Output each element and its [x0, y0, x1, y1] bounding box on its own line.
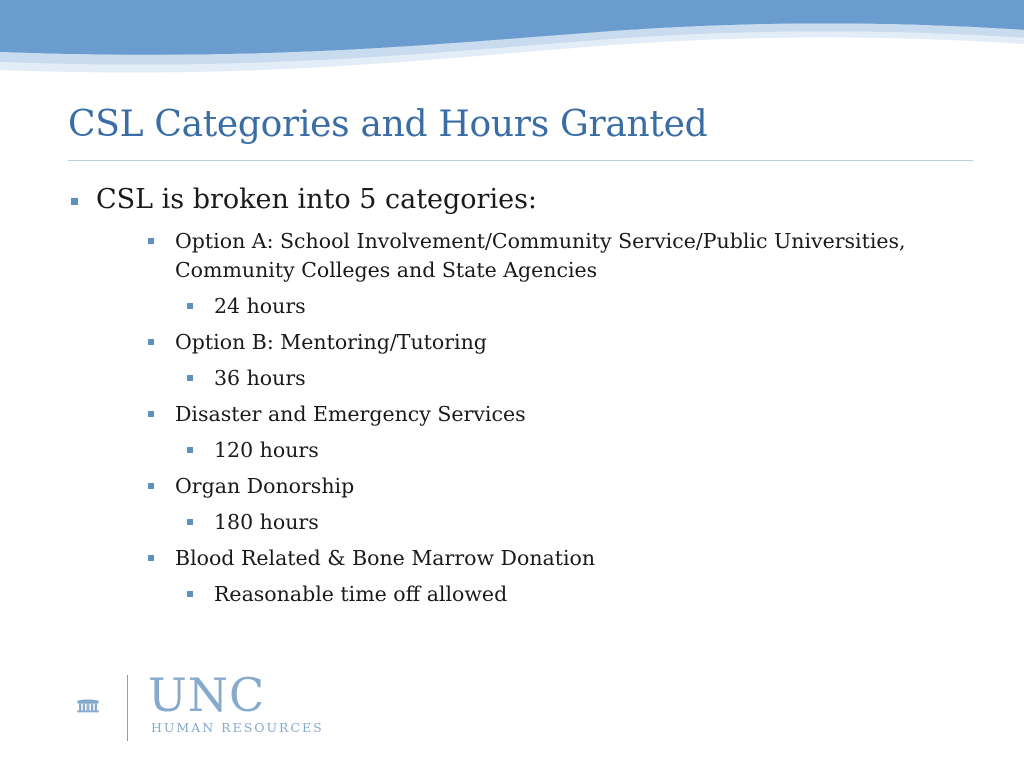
category-hours	[187, 436, 968, 465]
category-hours-text: Reasonable time off allowed	[214, 582, 508, 606]
logo-divider	[127, 675, 128, 741]
bullet-square-icon	[148, 411, 154, 417]
title-divider	[68, 160, 973, 161]
category-item	[148, 472, 968, 501]
category-hours-text: 36 hours	[214, 366, 306, 390]
top-bullet-text: CSL is broken into 5 categories:	[96, 184, 538, 215]
category-hours-text: 24 hours	[214, 294, 306, 318]
category-label: Organ Donorship	[175, 474, 355, 498]
category-item	[148, 400, 968, 429]
bullet-square-icon	[187, 591, 193, 597]
category-hours	[187, 580, 968, 609]
bullet-square-icon	[148, 555, 154, 561]
category-hours	[187, 508, 968, 537]
category-item	[148, 227, 968, 285]
human-resources-text: HUMAN RESOURCES	[151, 720, 324, 735]
bullet-square-icon	[148, 339, 154, 345]
category-hours-text: 180 hours	[214, 510, 319, 534]
bullet-square-icon	[71, 198, 78, 205]
category-label: Disaster and Emergency Services	[175, 402, 526, 426]
bullet-square-icon	[148, 238, 154, 244]
old-well-icon	[60, 672, 116, 740]
category-item	[148, 544, 968, 573]
category-label: Option A: School Involvement/Community Service/Public Universities, Community Colleges and State Agencies	[175, 229, 906, 282]
slide-content	[68, 184, 968, 616]
category-hours	[187, 292, 968, 321]
bullet-square-icon	[148, 483, 154, 489]
bullet-square-icon	[187, 303, 193, 309]
unc-logo-text: UNC	[148, 668, 266, 722]
category-item	[148, 328, 968, 357]
bullet-square-icon	[187, 447, 193, 453]
bullet-square-icon	[187, 519, 193, 525]
bullet-square-icon	[187, 375, 193, 381]
category-hours	[187, 364, 968, 393]
category-label: Option B: Mentoring/Tutoring	[175, 330, 487, 354]
slide-title: CSL Categories and Hours Granted	[68, 104, 708, 145]
top-bullet	[68, 184, 968, 215]
category-label: Blood Related & Bone Marrow Donation	[175, 546, 596, 570]
category-hours-text: 120 hours	[214, 438, 319, 462]
header-wave-decoration	[0, 0, 1024, 90]
